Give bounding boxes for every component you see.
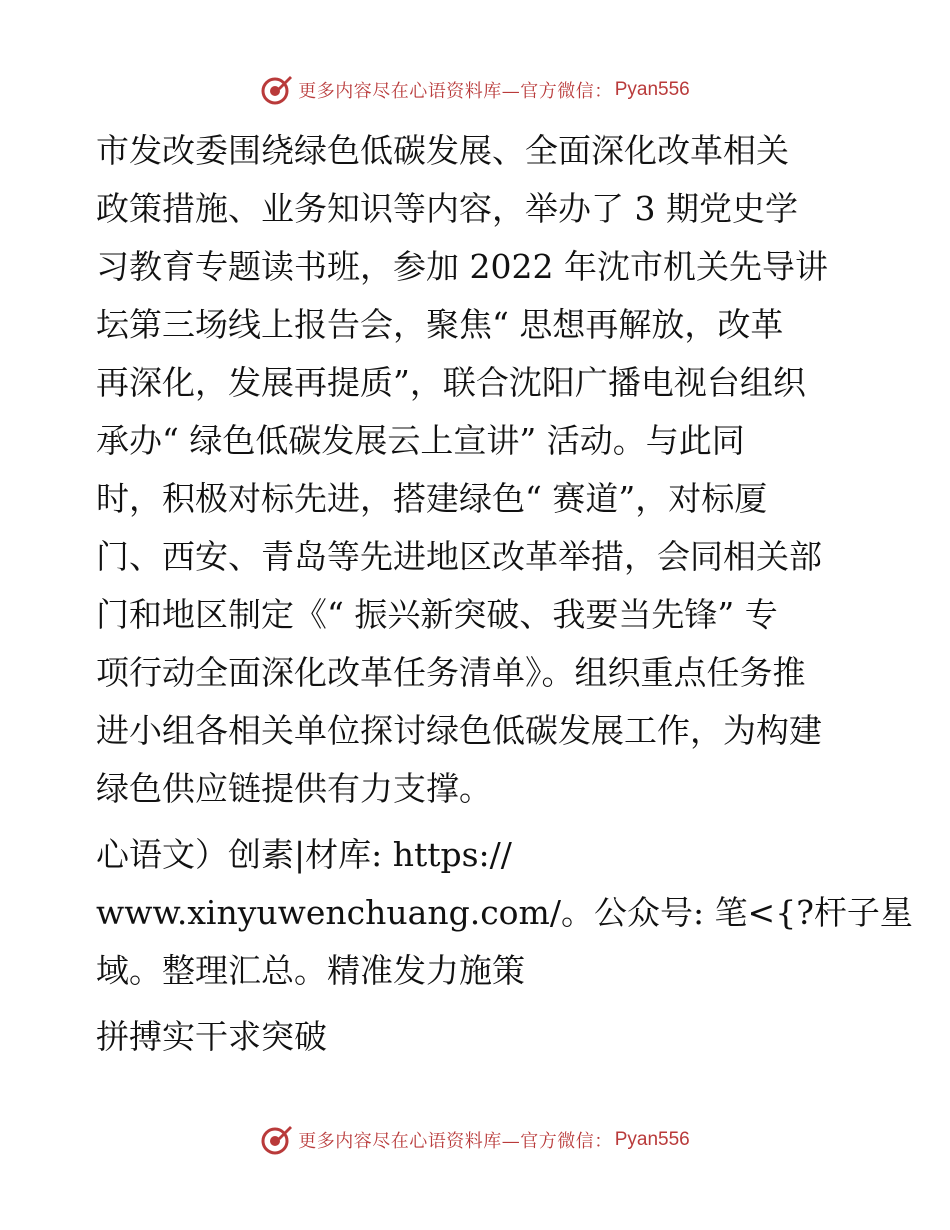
text-line: 拼搏实干求突破 (96, 1017, 327, 1056)
text-line: 绿色供应链提供有力支撑。 (96, 769, 492, 808)
text-line: 域。整理汇总。精准发力施策 (96, 951, 525, 990)
text-line: 政策措施、业务知识等内容，举办了 3 期党史学 (96, 189, 798, 228)
text-line: 市发改委围绕绿色低碳发展、全面深化改革相关 (96, 131, 789, 170)
text-line: 坛第三场线上报告会，聚焦“ 思想再解放，改革 (96, 305, 784, 344)
footer-banner-text: 更多内容尽在心语资料库—官方微信： (298, 1131, 613, 1152)
footer-watermark-banner (0, 1122, 950, 1158)
text-line: 门和地区制定《“ 振兴新突破、我要当先锋” 专 (96, 595, 778, 634)
pen-logo-icon (260, 1123, 294, 1157)
paragraph-3 (96, 1008, 856, 1066)
document-body (96, 122, 913, 1066)
footer-wechat-id: Pyan556 (614, 1129, 690, 1150)
header-watermark-banner (0, 72, 950, 108)
paragraph-2 (96, 826, 913, 1000)
text-line: www.xinyuwenchuang.com/。公众号: 笔<{?杆子星 (96, 893, 913, 932)
paragraph-1 (96, 122, 856, 818)
header-banner-text: 更多内容尽在心语资料库—官方微信： (298, 81, 613, 102)
text-line: 承办“ 绿色低碳发展云上宣讲” 活动。与此同 (96, 421, 745, 460)
text-line: 再深化，发展再提质”，联合沈阳广播电视台组织 (96, 363, 806, 402)
pen-logo-icon (260, 73, 294, 107)
header-wechat-id: Pyan556 (614, 79, 690, 100)
text-line: 时，积极对标先进，搭建绿色“ 赛道”，对标厦 (96, 479, 768, 518)
text-line: 项行动全面深化改革任务清单》。组织重点任务推 (96, 653, 806, 692)
text-line: 习教育专题读书班，参加 2022 年沈市机关先导讲 (96, 247, 828, 286)
text-line: 心语文）创素|材库: https:// (96, 835, 512, 874)
text-line: 进小组各相关单位探讨绿色低碳发展工作，为构建 (96, 711, 822, 750)
text-line: 门、西安、青岛等先进地区改革举措，会同相关部 (96, 537, 822, 576)
